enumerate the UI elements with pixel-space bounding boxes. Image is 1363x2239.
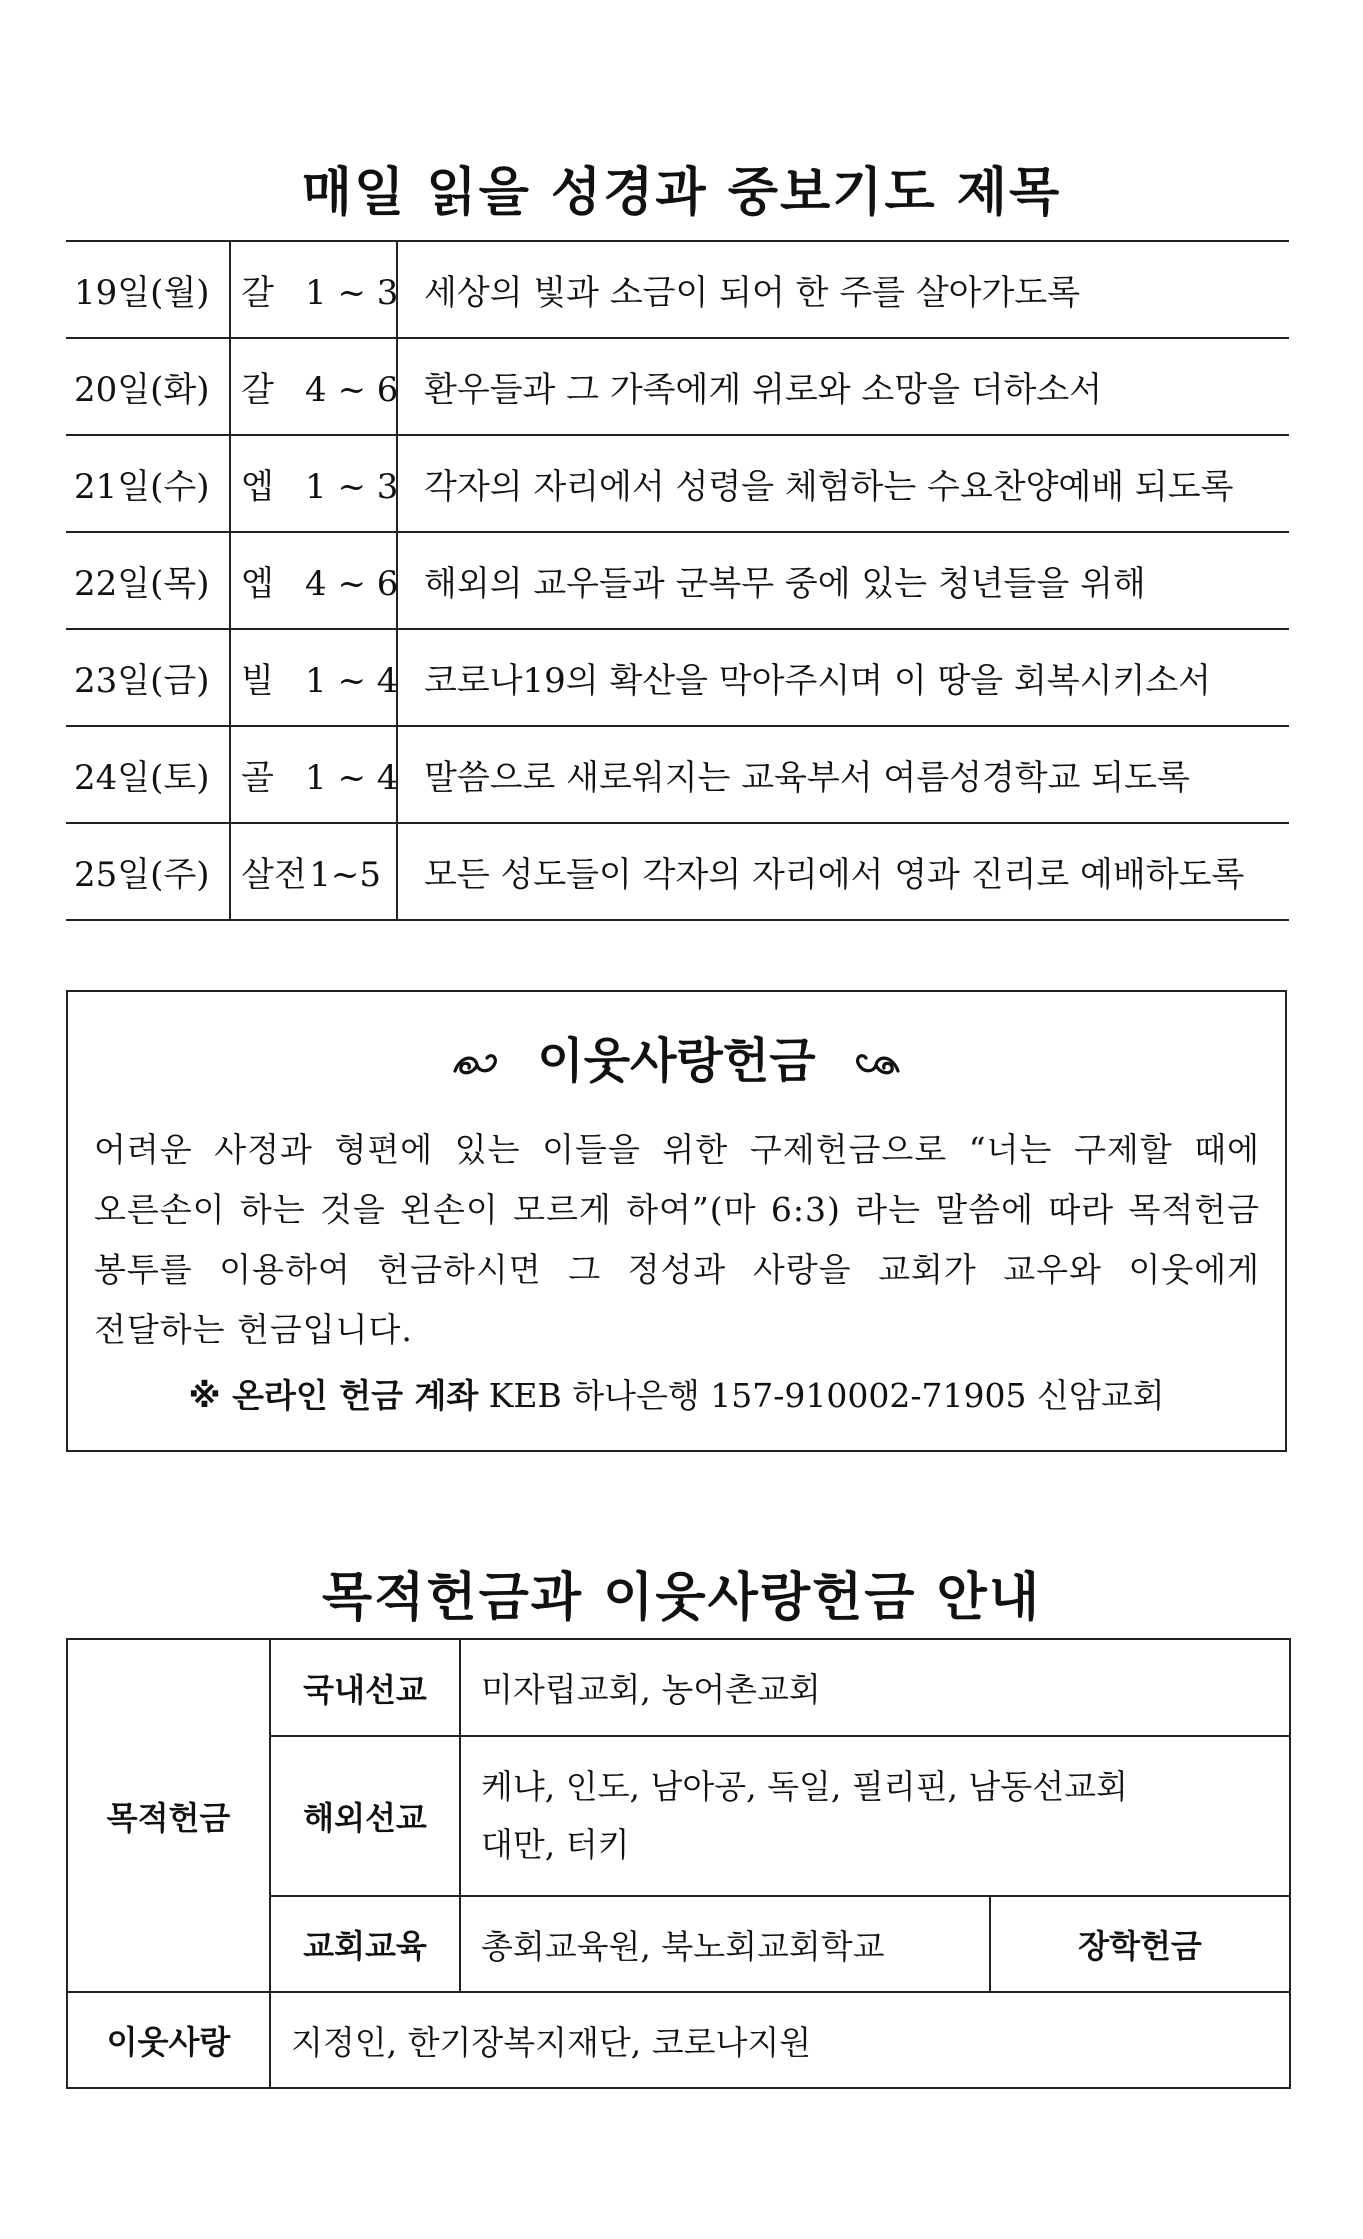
reading-book: 갈 <box>241 370 274 410</box>
purpose-offering-label: 목적헌금 <box>67 1639 270 1992</box>
prayer-topic: 해외의 교우들과 군복무 중에 있는 청년들을 위해 <box>397 532 1289 629</box>
reading-table <box>66 240 1289 921</box>
reading-row <box>66 338 1289 435</box>
prayer-topic: 코로나19의 확산을 막아주시며 이 땅을 회복시키소서 <box>397 629 1289 726</box>
reading-chapters: 1 ~ 3 <box>305 467 399 507</box>
reading-date: 22일(목) <box>66 532 230 629</box>
description-line: 어려운 사정과 형편에 있는 이들을 위한 구제헌금으로 “너는 구제할 때에 <box>94 1130 1260 1169</box>
reading-date: 24일(토) <box>66 726 230 823</box>
reading-passage <box>230 823 397 920</box>
neighbor-offering-box <box>66 990 1287 1452</box>
prayer-topic: 환우들과 그 가족에게 위로와 소망을 더하소서 <box>397 338 1289 435</box>
offering-guide-table <box>66 1638 1291 2089</box>
prayer-topic: 세상의 빛과 소금이 되어 한 주를 살아가도록 <box>397 241 1289 338</box>
description-line: 오른손이 하는 것을 왼손이 모르게 하여”(마 6:3) 라는 말씀에 따라 목적헌금 <box>94 1190 1260 1229</box>
reading-passage <box>230 338 397 435</box>
reading-date: 21일(수) <box>66 435 230 532</box>
reading-book: 엡 <box>241 467 274 507</box>
guide-title: 목적헌금과 이웃사랑헌금 안내 <box>321 1568 1042 1628</box>
church-education-value: 총회교육원, 북노회교회학교 <box>460 1896 990 1992</box>
reading-row <box>66 532 1289 629</box>
reading-row <box>66 726 1289 823</box>
reading-row <box>66 241 1289 338</box>
reading-chapters: 4 ~ 6 <box>305 564 399 604</box>
description-line: 전달하는 헌금입니다. <box>94 1310 413 1349</box>
overseas-mission-value <box>460 1736 1290 1896</box>
reading-passage <box>230 241 397 338</box>
neighbor-offering-description <box>94 1120 1260 1360</box>
reading-date: 20일(화) <box>66 338 230 435</box>
reading-chapters: 1 ~ 4 <box>305 758 399 798</box>
reading-chapters: 4 ~ 6 <box>305 370 399 410</box>
neighbor-love-value: 지정인, 한기장복지재단, 코로나지원 <box>270 1992 1290 2088</box>
reading-date: 19일(월) <box>66 241 230 338</box>
prayer-topic: 말씀으로 새로워지는 교육부서 여름성경학교 되도록 <box>397 726 1289 823</box>
ornament-right-icon <box>850 1049 902 1079</box>
neighbor-love-label: 이웃사랑 <box>67 1992 270 2088</box>
reading-book: 엡 <box>241 564 274 604</box>
online-account <box>68 1370 1285 1417</box>
ornament-left-icon <box>451 1049 503 1079</box>
reading-passage <box>230 532 397 629</box>
reading-book: 살전 <box>241 855 307 895</box>
reading-row <box>66 823 1289 920</box>
neighbor-offering-title-text: 이웃사랑헌금 <box>537 1033 816 1089</box>
account-value: KEB 하나은행 157-910002-71905 신암교회 <box>488 1376 1165 1415</box>
overseas-line: 대만, 터키 <box>481 1825 630 1864</box>
reading-date: 23일(금) <box>66 629 230 726</box>
description-line: 봉투를 이용하여 헌금하시면 그 정성과 사랑을 교회가 교우와 이웃에게 <box>94 1250 1260 1289</box>
neighbor-offering-title <box>68 1022 1285 1091</box>
church-education-label: 교회교육 <box>270 1896 460 1992</box>
reading-passage <box>230 435 397 532</box>
prayer-topic: 모든 성도들이 각자의 자리에서 영과 진리로 예배하도록 <box>397 823 1289 920</box>
reading-passage <box>230 629 397 726</box>
domestic-mission-value: 미자립교회, 농어촌교회 <box>460 1639 1290 1736</box>
scholarship-offering-label: 장학헌금 <box>990 1896 1290 1992</box>
overseas-line: 케냐, 인도, 남아공, 독일, 필리핀, 남동선교회 <box>481 1767 1128 1806</box>
account-label: ※ 온라인 헌금 계좌 <box>188 1376 479 1415</box>
reading-passage <box>230 726 397 823</box>
reading-row <box>66 629 1289 726</box>
reading-date: 25일(주) <box>66 823 230 920</box>
reading-row <box>66 435 1289 532</box>
reading-title: 매일 읽을 성경과 중보기도 제목 <box>301 163 1062 223</box>
overseas-mission-label: 해외선교 <box>270 1736 460 1896</box>
reading-chapters: 1 ~ 4 <box>305 661 399 701</box>
reading-book: 빌 <box>241 661 274 701</box>
reading-chapters: 1~5 <box>309 855 381 895</box>
prayer-topic: 각자의 자리에서 성령을 체험하는 수요찬양예배 되도록 <box>397 435 1289 532</box>
reading-book: 갈 <box>241 273 274 313</box>
reading-chapters: 1 ~ 3 <box>305 273 399 313</box>
domestic-mission-label: 국내선교 <box>270 1639 460 1736</box>
reading-book: 골 <box>241 758 274 798</box>
